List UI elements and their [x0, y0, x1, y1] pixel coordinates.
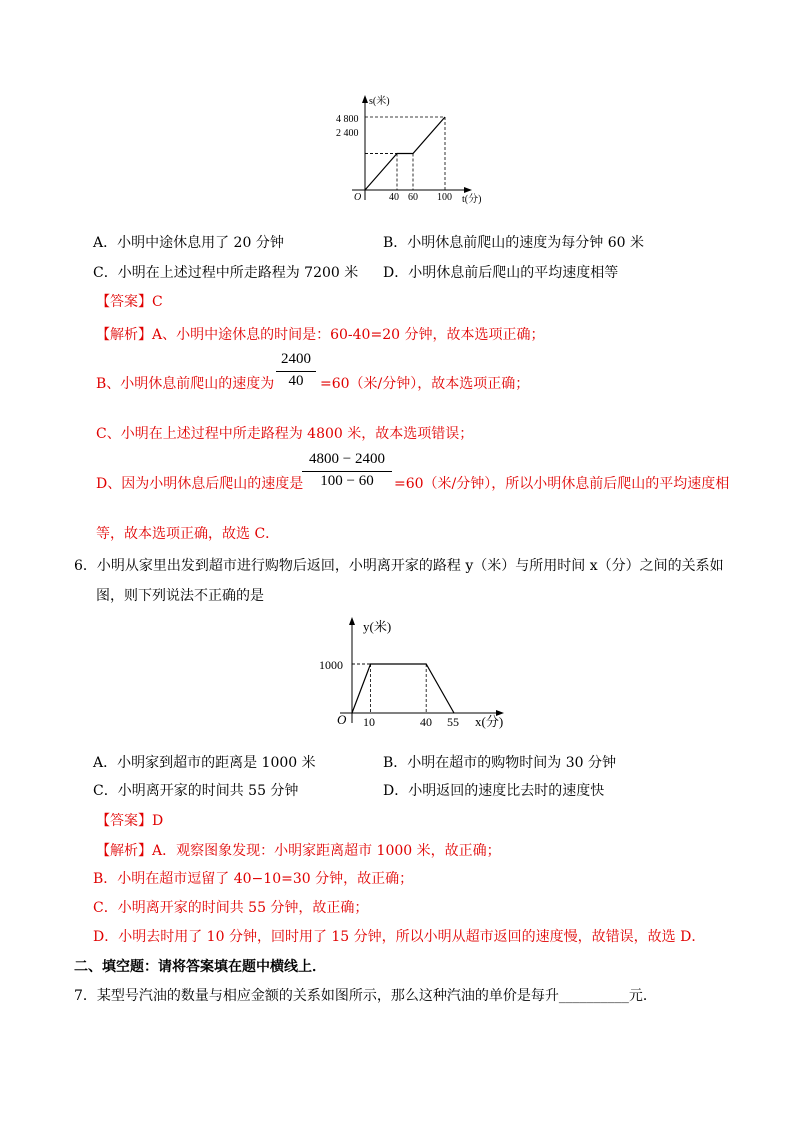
y-axis-label: s(米) — [369, 96, 390, 107]
q6-analysis-a: 【解析】A．观察图象发现：小明家距离超市 1000 米，故正确； — [96, 843, 501, 859]
q6-option-b: B．小明在超市的购物时间为 30 分钟 — [383, 755, 617, 771]
q7-text: 7．某型号汽油的数量与相应金额的关系如图所示，那么这种汽油的单价是每升 — [74, 988, 559, 1004]
x-tick-60: 60 — [408, 192, 418, 203]
y-axis-label: y(米) — [363, 619, 392, 634]
q5-answer: 【答案】C — [96, 294, 163, 310]
fraction-numerator: 2400 — [281, 351, 311, 367]
q6-stem-line2: 图，则下列说法不正确的是 — [96, 588, 264, 604]
x-tick-10: 10 — [363, 715, 375, 729]
origin-label: O — [337, 712, 347, 727]
q5-analysis-d-cont: 等，故本选项正确，故选 C． — [96, 526, 280, 542]
x-axis-label: t(分) — [462, 194, 482, 205]
q6-analysis-c: C．小明离开家的时间共 55 分钟，故正确； — [93, 900, 369, 916]
q7-stem — [74, 985, 657, 1005]
x-axis-label: x(分) — [475, 714, 504, 729]
q6-option-d: D．小明返回的速度比去时的速度快 — [383, 783, 605, 799]
q7-blank: __________ — [558, 988, 629, 1004]
y-tick-2400: 2 400 — [336, 128, 359, 139]
x-tick-100: 100 — [437, 192, 452, 203]
q6-stem-line1: 6．小明从家里出发到超市进行购物后返回，小明离开家的路程 y（米）与所用时间 x（分）之间的关系如 — [74, 558, 724, 574]
q6-answer: 【答案】D — [96, 813, 164, 829]
q5-option-b: B．小明休息前爬山的速度为每分钟 60 米 — [383, 235, 645, 251]
q7-end: 元． — [628, 988, 657, 1004]
q6-analysis-d: D．小明去时用了 10 分钟，回时用了 15 分钟，所以小明从超市返回的速度慢，故错误，故选 D． — [93, 929, 706, 945]
y-tick-4800: 4 800 — [336, 114, 359, 125]
fraction-numerator: 4800 − 2400 — [309, 451, 385, 467]
q5-analysis-c: C、小明在上述过程中所走路程为 4800 米，故本选项错误； — [96, 426, 474, 442]
q5-analysis-d-pre: D、因为小明休息后爬山的速度是 — [96, 476, 304, 492]
q5-option-c: C．小明在上述过程中所走路程为 7200 米 — [93, 265, 359, 281]
q6-option-c: C．小明离开家的时间共 55 分钟 — [93, 783, 299, 799]
y-tick-1000: 1000 — [319, 658, 343, 672]
q6-option-a: A．小明家到超市的距离是 1000 米 — [93, 755, 316, 771]
q5-option-a: A．小明中途休息用了 20 分钟 — [93, 235, 284, 251]
x-tick-40: 40 — [389, 192, 399, 203]
fraction-denominator: 40 — [288, 373, 304, 389]
q5-analysis-b-post: =60（米/分钟），故本选项正确； — [320, 376, 530, 392]
section-heading: 二、填空题：请将答案填在题中横线上． — [74, 959, 326, 975]
q5-option-d: D．小明休息前后爬山的平均速度相等 — [383, 265, 619, 281]
origin-label: O — [354, 192, 362, 203]
q5-analysis-d-post: =60（米/分钟），所以小明休息前后爬山的平均速度相 — [394, 476, 730, 492]
fraction-denominator: 100 − 60 — [320, 473, 374, 489]
y-axis-arrow — [349, 617, 355, 625]
data-line — [352, 664, 454, 713]
x-tick-55: 55 — [447, 715, 459, 729]
x-tick-40: 40 — [420, 715, 432, 729]
q6-analysis-b: B．小明在超市逗留了 40−10=30 分钟，故正确； — [93, 871, 414, 887]
q5-analysis-a: 【解析】A、小明中途休息的时间是：60-40=20 分钟，故本选项正确； — [96, 327, 545, 343]
q5-analysis-b-pre: B、小明休息前爬山的速度为 — [96, 376, 275, 392]
